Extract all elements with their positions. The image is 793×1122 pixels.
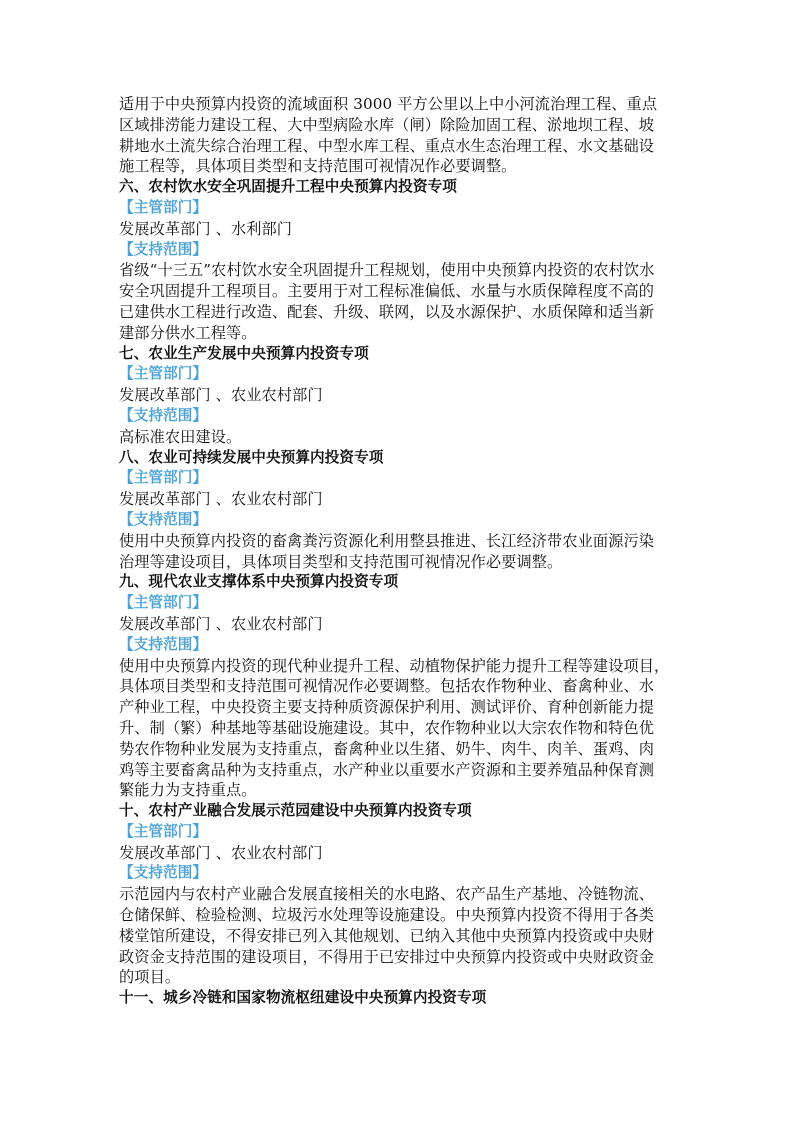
body-text-line: 繁能力为支持重点。 <box>119 781 257 800</box>
body-text-line: 治理等建设项目，具体项目类型和支持范围可视情况作必要调整。 <box>119 552 563 571</box>
body-text-line: 示范园内与农村产业融合发展直接相关的水电路、农产品生产基地、冷链物流、 <box>119 885 655 904</box>
body-text-line: 发展改革部门 、农业农村部门 <box>119 386 323 405</box>
body-text-line: 升、制（繁）种基地等基础设施建设。其中，农作物种业以大宗农作物和特色优 <box>119 718 655 737</box>
body-text-line: 已建供水工程进行改造、配套、升级、联网，以及水源保护、水质保障和适当新 <box>119 302 655 321</box>
section-heading: 七、农业生产发展中央预算内投资专项 <box>119 344 369 362</box>
body-text-line: 使用中央预算内投资的畜禽粪污资源化利用整县推进、长江经济带农业面源污染 <box>119 531 655 550</box>
section-label: 【支持范围】 <box>119 635 208 653</box>
body-text-line: 适用于中央预算内投资的流域面积 3000 平方公里以上中小河流治理工程、重点 <box>119 95 658 113</box>
body-text-line: 具体项目类型和支持范围可视情况作必要调整。包括农作物种业、畜禽种业、水 <box>119 677 655 696</box>
body-text-line: 势农作物种业发展为支持重点，畜禽种业以生猪、奶牛、肉牛、肉羊、蛋鸡、肉 <box>119 739 655 758</box>
body-text-line: 的项目。 <box>119 968 181 987</box>
section-label: 【支持范围】 <box>119 864 208 882</box>
section-label: 【主管部门】 <box>119 594 208 612</box>
body-text-line: 高标准农田建设。 <box>119 427 242 446</box>
section-label: 【支持范围】 <box>119 406 208 424</box>
section-heading: 十、农村产业融合发展示范园建设中央预算内投资专项 <box>119 802 472 820</box>
body-text-line: 施工程等，具体项目类型和支持范围可视情况作必要调整。 <box>119 157 517 176</box>
section-label: 【主管部门】 <box>119 198 208 216</box>
section-heading: 六、农村饮水安全巩固提升工程中央预算内投资专项 <box>119 178 457 196</box>
section-label: 【主管部门】 <box>119 365 208 383</box>
section-heading: 九、现代农业支撑体系中央预算内投资专项 <box>119 573 399 591</box>
body-text-line: 鸡等主要畜禽品种为支持重点，水产种业以重要水产资源和主要养殖品种保育测 <box>119 760 655 779</box>
body-text-line: 建部分供水工程等。 <box>119 323 257 342</box>
body-text-line: 省级“十三五”农村饮水安全巩固提升工程规划，使用中央预算内投资的农村饮水 <box>119 261 655 280</box>
section-label: 【支持范围】 <box>119 510 208 528</box>
section-label: 【支持范围】 <box>119 240 208 258</box>
document-body <box>119 94 675 1009</box>
body-text-line: 耕地水土流失综合治理工程、中型水库工程、重点水生态治理工程、水文基础设 <box>119 136 655 155</box>
body-text-line: 发展改革部门 、农业农村部门 <box>119 843 323 862</box>
body-text-line: 发展改革部门 、农业农村部门 <box>119 614 323 633</box>
body-text-line: 仓储保鲜、检验检测、垃圾污水处理等设施建设。中央预算内投资不得用于各类 <box>119 906 655 925</box>
body-text-line: 发展改革部门 、农业农村部门 <box>119 490 323 509</box>
section-heading: 八、农业可持续发展中央预算内投资专项 <box>119 448 384 466</box>
section-heading: 十一、城乡冷链和国家物流枢纽建设中央预算内投资专项 <box>119 989 487 1007</box>
body-text-line: 使用中央预算内投资的现代种业提升工程、动植物保护能力提升工程等建设项目， <box>119 656 670 675</box>
body-text-line: 区域排涝能力建设工程、大中型病险水库（闸）除险加固工程、淤地坝工程、坡 <box>119 115 655 134</box>
body-text-line: 政资金支持范围的建设项目，不得用于已安排过中央预算内投资或中央财政资金 <box>119 947 655 966</box>
body-text-line: 安全巩固提升工程项目。主要用于对工程标准偏低、水量与水质保障程度不高的 <box>119 282 655 301</box>
section-label: 【主管部门】 <box>119 469 208 487</box>
body-text-line: 楼堂馆所建设，不得安排已列入其他规划、已纳入其他中央预算内投资或中央财 <box>119 926 655 945</box>
section-label: 【主管部门】 <box>119 822 208 840</box>
body-text-line: 产种业工程，中央投资主要支持种质资源保护利用、测试评价、育种创新能力提 <box>119 698 655 717</box>
body-text-line: 发展改革部门 、水利部门 <box>119 219 293 238</box>
